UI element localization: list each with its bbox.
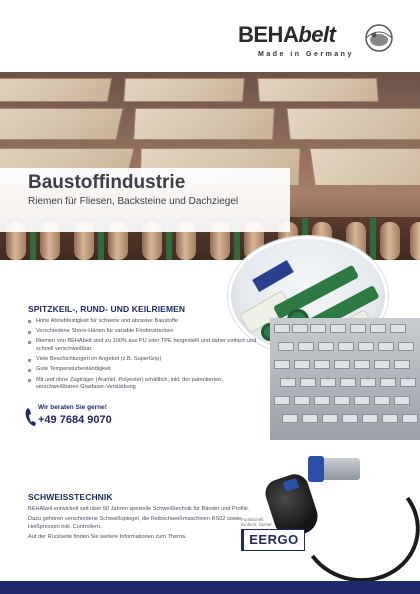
contact-block: [24, 400, 164, 434]
section-heading-welding: SCHWEISSTECHNIK: [28, 492, 113, 502]
logo-wordmark-beha: BEHA: [238, 22, 299, 47]
eergo-tagline: [241, 517, 273, 528]
phone-icon: [24, 406, 38, 428]
brand-logo: [238, 22, 398, 62]
eergo-logo: EERGO: [241, 529, 305, 551]
footer-bar: [0, 581, 420, 594]
list-item: Mit und ohne Zugträger (Aramid, Polyester) erhältlich; inkl. der patentierten, verschweißbaren Glasfaser-Verstärkung: [28, 377, 263, 392]
logo-wordmark-belt: belt: [298, 22, 336, 47]
contact-label: Wir beraten Sie gerne!: [38, 404, 107, 411]
eergo-tagline-line2: Einfach. Sicher.: [241, 522, 273, 528]
list-item: Hohe Abriebfestigkeit für schwere und abrasive Baustoffe: [28, 318, 263, 326]
list-item: Gute Temperaturbeständigkeit: [28, 366, 263, 374]
page-title: Baustoffindustrie: [28, 172, 186, 193]
paragraph: BEHAbelt entwickelt seit über 50 Jahren spezielle Schweißtechnik für Bänder und Profile.: [28, 506, 250, 512]
features-list: [28, 318, 263, 394]
logo-tagline: Made in Germany: [258, 51, 354, 58]
paragraph: Auf der Rückseite finden Sie weitere Informationen zum Thema.: [28, 533, 187, 540]
page-header: [0, 0, 420, 72]
logo-wordmark: [238, 22, 335, 48]
list-item: Viele Beschichtungen im Angebot (z.B. SuperGrip): [28, 356, 263, 364]
eergo-tagline-line1: Funktionell.: [241, 517, 265, 522]
paragraph: Dazu gehören verschiedene Schweißspiegel, die Reibschweißmaschinen RS02 sowie Heißpressen inkl. Controllern.: [28, 515, 242, 530]
list-item: Riemen von BEHAbelt sind zu 100% aus PU oder TPE hergestellt und daher einfach und schnell verschweißbar.: [28, 338, 263, 353]
seal-icon: [360, 22, 398, 54]
list-item: Verschiedene Shore-Härten für variable Förderstrecken: [28, 328, 263, 336]
section-heading-belts: SPITZKEIL-, RUND- UND KEILRIEMEN: [28, 304, 186, 314]
contact-phone-number[interactable]: +49 7684 9070: [38, 414, 112, 426]
welding-tool-image: [270, 452, 410, 572]
welding-description: [28, 506, 258, 544]
bricks-conveyor-image: [270, 318, 420, 440]
page-subtitle: Riemen für Fliesen, Backsteine und Dachziegel: [28, 196, 239, 207]
